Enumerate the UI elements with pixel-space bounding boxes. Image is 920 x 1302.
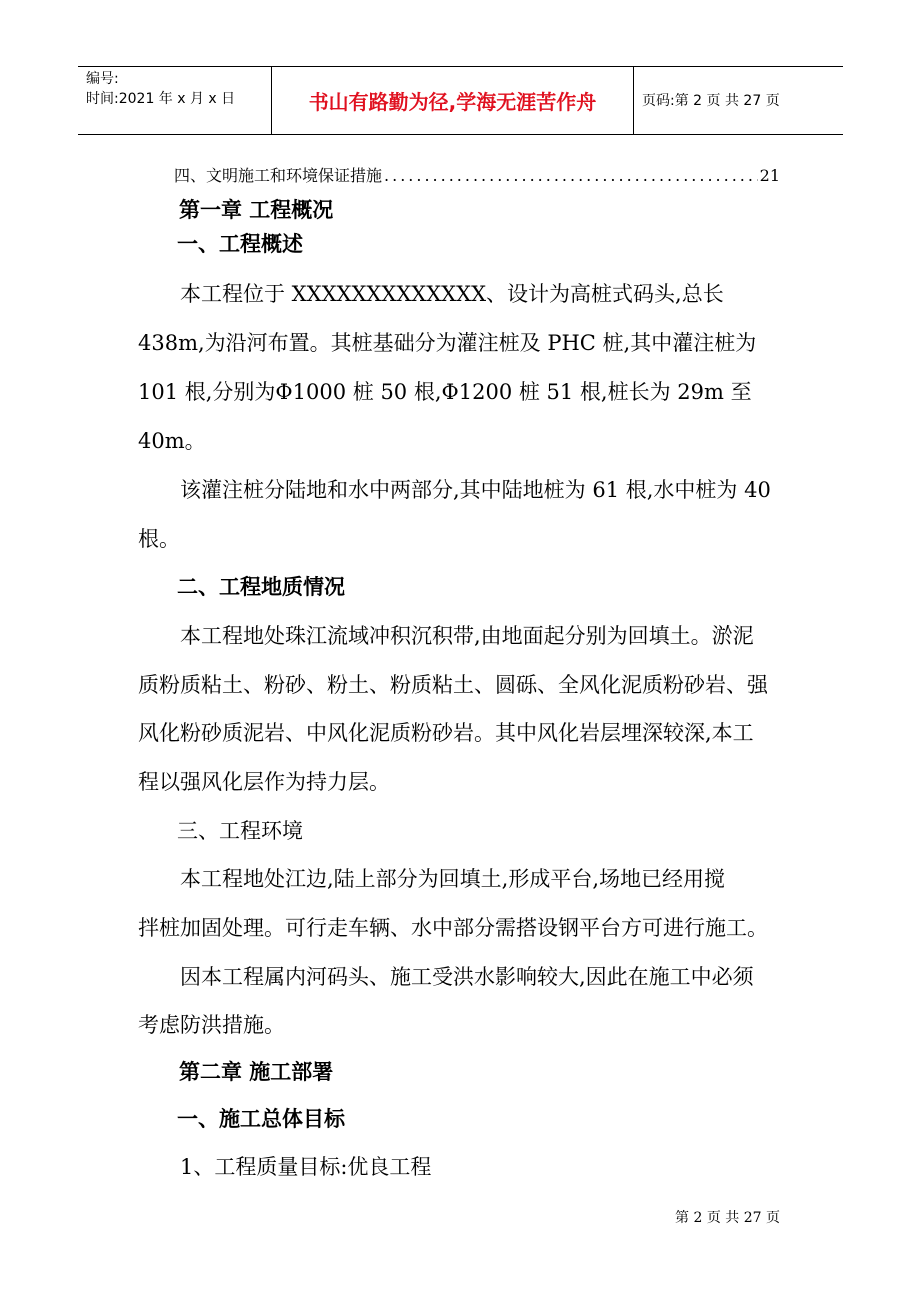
paragraph-line: 考虑防洪措施。 <box>138 1013 285 1037</box>
motto-text: 书山有路勤为径,学海无涯苦作舟 <box>308 90 597 114</box>
toc-entry-page: 21 <box>759 166 780 185</box>
date-label: 时间:2021 年 x 月 x 日 <box>86 91 236 107</box>
paragraph-line: 拌桩加固处理。可行走车辆、水中部分需搭设钢平台方可进行施工。 <box>138 916 768 940</box>
header-page-cell <box>634 67 843 134</box>
page-footer: 第 2 页 共 27 页 <box>675 1210 780 1226</box>
paragraph-line: 风化粉砂质泥岩、中风化泥质粉砂岩。其中风化岩层埋深较深,本工 <box>138 721 754 745</box>
paragraph-line: 该灌注桩分陆地和水中两部分,其中陆地桩为 61 根,水中桩为 40 <box>180 478 771 502</box>
toc-entry-title: 四、文明施工和环境保证措施 <box>174 166 383 185</box>
chapter-1-heading: 第一章 工程概况 <box>179 197 334 222</box>
toc-leader-dots <box>384 166 758 186</box>
header-page-number: 页码:第 2 页 共 27 页 <box>642 93 780 109</box>
paragraph-line: 本工程地处江边,陆上部分为回填土,形成平台,场地已经用搅 <box>180 867 726 891</box>
paragraph-line: 438m,为沿河布置。其桩基础分为灌注桩及 PHC 桩,其中灌注桩为 <box>138 331 757 355</box>
paragraph-line: 本工程地处珠江流域冲积沉积带,由地面起分别为回填土。淤泥 <box>180 624 754 648</box>
serial-number-label: 编号: <box>86 71 119 87</box>
paragraph-line: 因本工程属内河码头、施工受洪水影响较大,因此在施工中必须 <box>180 965 754 989</box>
paragraph-line: 40m。 <box>138 429 206 453</box>
header-motto-cell <box>272 67 634 134</box>
section-1-2-heading: 二、工程地质情况 <box>177 574 345 599</box>
section-2-1-heading: 一、施工总体目标 <box>177 1106 345 1131</box>
toc-entry <box>174 166 780 186</box>
header-info-cell <box>78 67 272 134</box>
section-1-1-heading: 一、工程概述 <box>177 231 303 256</box>
paragraph-line: 本工程位于 XXXXXXXXXXXXX、设计为高桩式码头,总长 <box>180 282 724 306</box>
chapter-2-heading: 第二章 施工部署 <box>179 1059 334 1084</box>
paragraph-line: 质粉质粘土、粉砂、粉土、粉质粘土、圆砾、全风化泥质粉砂岩、强 <box>138 673 768 697</box>
section-1-3-heading: 三、工程环境 <box>177 819 303 843</box>
page-header <box>78 66 843 135</box>
paragraph-line: 1、工程质量目标:优良工程 <box>180 1155 432 1179</box>
paragraph-line: 程以强风化层作为持力层。 <box>138 770 390 794</box>
paragraph-line: 101 根,分别为Φ1000 桩 50 根,Φ1200 桩 51 根,桩长为 29m 至 <box>138 380 752 404</box>
paragraph-line: 根。 <box>138 527 180 551</box>
